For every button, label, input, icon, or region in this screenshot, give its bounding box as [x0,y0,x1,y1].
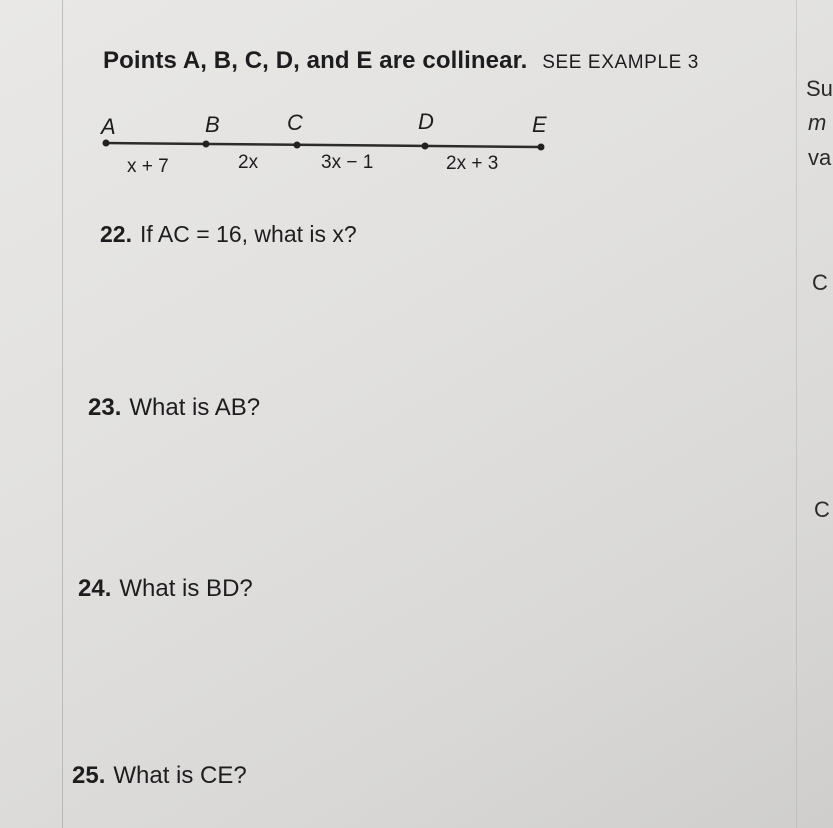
example-reference: SEE EXAMPLE 3 [542,52,699,73]
question-number: 25. [72,762,106,789]
side-fragment: Su [806,76,833,101]
point-label-c: C [287,110,303,135]
point-a-dot [103,140,110,147]
point-c-dot [294,142,301,149]
heading-text: Points A, B, C, D, and E are collinear. [103,47,528,74]
question-text: What is BD? [119,575,253,602]
side-fragment: m [808,110,827,135]
segment-label-de: 2x + 3 [446,153,499,174]
point-label-e: E [532,112,547,137]
point-b-dot [203,141,210,148]
question-number: 24. [78,575,112,602]
point-e-dot [538,144,545,151]
question-text: What is AB? [129,394,261,421]
point-label-b: B [205,112,220,137]
side-fragment: C [812,270,828,295]
question-text: What is CE? [113,762,247,789]
segment-line [106,143,541,147]
side-fragment: C [814,497,830,522]
point-label-d: D [418,109,434,134]
segment-label-cd: 3x − 1 [321,152,374,173]
question-number: 23. [88,394,122,421]
segment-label-ab: x + 7 [127,156,169,177]
question-23 [88,394,260,422]
question-22 [100,221,357,248]
question-24 [78,575,253,603]
question-25 [72,762,247,790]
point-label-a: A [101,114,116,139]
question-text: If AC = 16, what is x? [139,221,357,247]
point-d-dot [422,143,429,150]
segment-label-bc: 2x [238,152,259,173]
side-fragment: va [808,145,832,170]
question-number: 22. [100,221,132,247]
